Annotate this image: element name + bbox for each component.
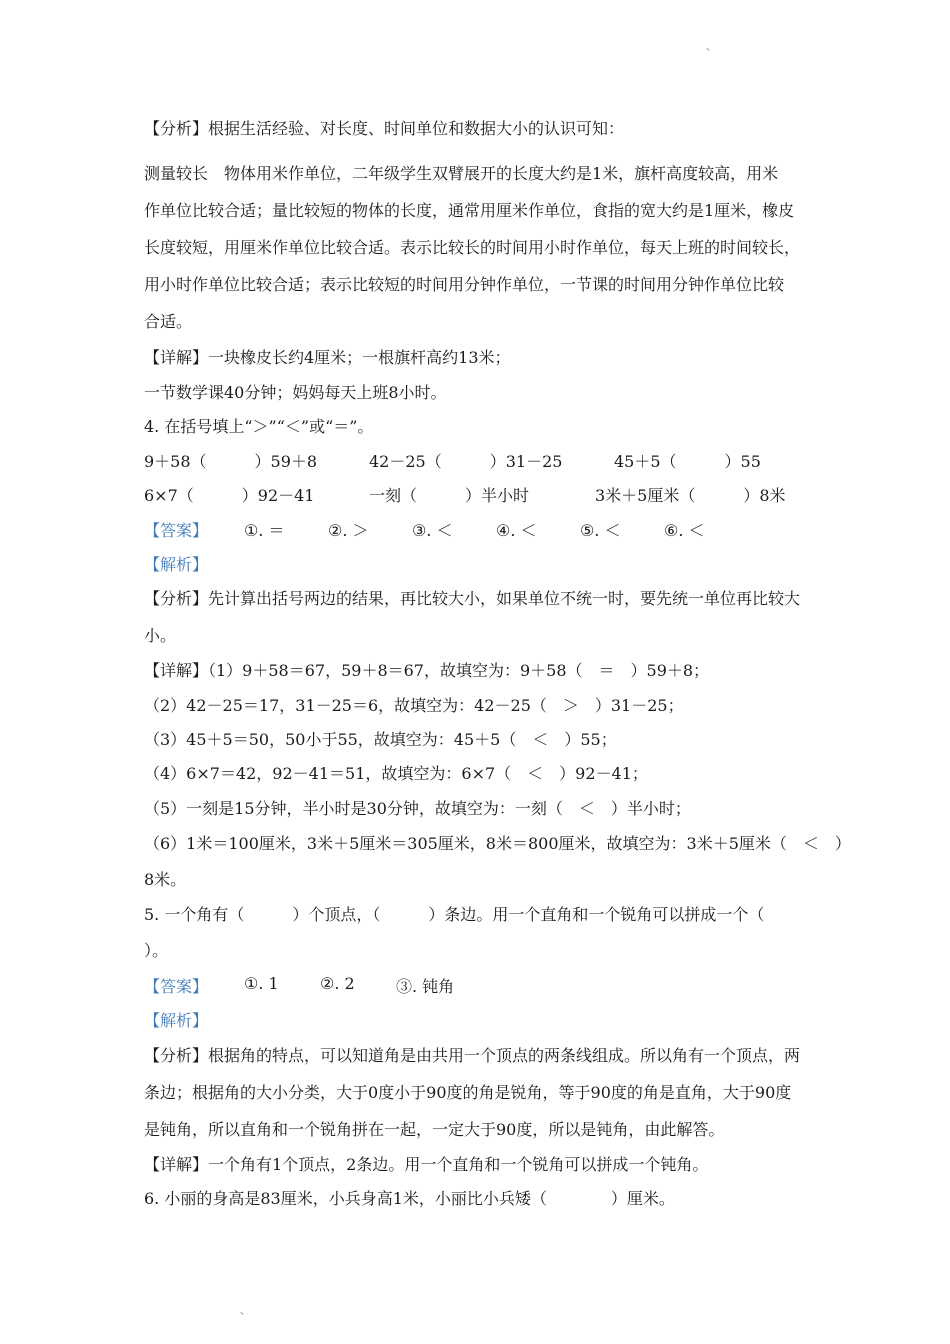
answer-item: ①. 1 [244,974,279,993]
q3-analysis-title: 【分析】根据生活经验、对长度、时间单位和数据大小的认识可知： [144,119,625,138]
q5-analysis: 是钝角，所以直角和一个锐角拼在一起，一定大于90度，所以是钝角，由此解答。 [144,1120,725,1139]
q5-stem: ）。 [144,941,169,960]
answer-item: ①. ＝ [244,521,285,540]
q4-detail: （4）6×7＝42，92－41＝51，故填空为：6×7（ ＜ ）92－41； [144,764,648,783]
bottom-mark: 、 [240,1306,250,1317]
q4-item: 一刻（ ）半小时 [369,486,530,505]
answer-tag: 【答案】 [144,977,209,996]
answer-item: ⑥. ＜ [664,521,705,540]
q5-stem: 5. 一个角有（ ）个顶点，（ ）条边。用一个直角和一个锐角可以拼成一个（ [144,905,765,924]
q5-analysis: 【分析】根据角的特点，可以知道角是由共用一个顶点的两条线组成。所以角有一个顶点，两 [144,1046,801,1065]
answer-item: ③. 钝角 [396,977,455,996]
q4-item: 42－25（ ）31－25 [369,452,563,471]
q3-detail: 一节数学课40分钟；妈妈每天上班8小时。 [144,383,447,402]
answer-item: ②. 2 [320,974,355,993]
answer-item: ④. ＜ [496,521,537,540]
q4-row-2 [144,483,786,506]
q4-analysis: 小。 [144,626,177,645]
jiexi-tag: 【解析】 [144,1011,209,1030]
q3-analysis-line: 合适。 [144,312,193,331]
q4-row-1 [144,449,761,472]
top-mark: 、 [706,42,716,53]
q5-detail: 【详解】一个角有1个顶点，2条边。用一个直角和一个锐角可以拼成一个钝角。 [144,1155,709,1174]
jiexi-tag: 【解析】 [144,555,209,574]
q3-detail: 【详解】一块橡皮长约4厘米；一根旗杆高约13米； [144,348,511,367]
q4-analysis: 【分析】先计算出括号两边的结果，再比较大小，如果单位不统一时，要先统一单位再比较大 [144,589,801,608]
q3-analysis-line: 作单位比较合适；量比较短的物体的长度，通常用厘米作单位，食指的宽大约是1厘米，橡皮 [144,201,795,220]
q4-detail: （5）一刻是15分钟，半小时是30分钟，故填空为：一刻（ ＜ ）半小时； [144,799,691,818]
q5-analysis: 条边；根据角的大小分类，大于0度小于90度的角是锐角，等于90度的角是直角，大于90度 [144,1083,792,1102]
q4-detail: （6）1米＝100厘米，3米＋5厘米＝305厘米，8米＝800厘米，故填空为：3米＋5厘米（ ＜ ） [144,834,851,853]
q3-analysis-line: 用小时作单位比较合适；表示比较短的时间用分钟作单位，一节课的时间用分钟作单位比较 [144,275,785,294]
q4-detail: （2）42－25＝17，31－25＝6，故填空为：42－25（ ＞ ）31－25； [144,696,684,715]
q4-detail: 【详解】（1）9＋58＝67，59＋8＝67，故填空为：9＋58（ ＝ ）59＋8； [144,661,710,680]
q3-analysis-line: 长度较短，用厘米作单位比较合适。表示比较长的时间用小时作单位，每天上班的时间较长， [144,238,801,257]
q4-item: 45＋5（ ）55 [614,452,761,471]
q4-answer-row [144,518,705,541]
q3-analysis-line: 测量较长 物体用米作单位，二年级学生双臂展开的长度大约是1米，旗杆高度较高，用米 [144,164,779,183]
answer-item: ②. ＞ [328,521,369,540]
answer-item: ③. ＜ [412,521,453,540]
q4-item: 3米＋5厘米（ ）8米 [595,486,786,505]
q4-item: 6×7（ ）92－41 [144,486,315,505]
q4-detail: （3）45＋5＝50，50小于55，故填空为：45＋5（ ＜ ）55； [144,730,617,749]
q5-answer-row [144,974,454,997]
answer-item: ⑤. ＜ [580,521,621,540]
q4-stem: 4. 在括号填上“＞”“＜”或“＝”。 [144,417,374,436]
q6-stem: 6. 小丽的身高是83厘米，小兵身高1米，小丽比小兵矮（ ）厘米。 [144,1189,675,1208]
answer-tag: 【答案】 [144,521,209,540]
q4-detail: 8米。 [144,870,187,889]
q4-item: 9＋58（ ）59＋8 [144,452,318,471]
